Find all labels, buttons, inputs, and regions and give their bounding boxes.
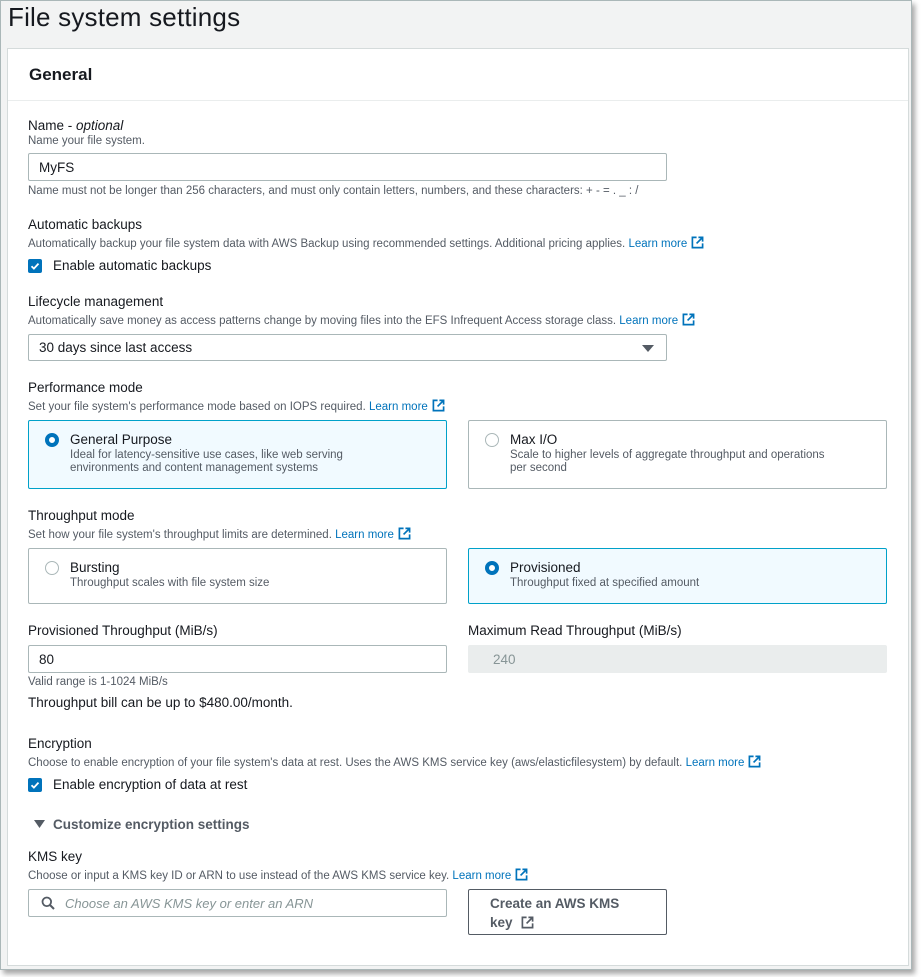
lifecycle-select-value: 30 days since last access xyxy=(39,340,193,355)
page-title: File system settings xyxy=(8,2,241,32)
encryption-learn-more-link[interactable]: Learn more xyxy=(686,757,762,769)
name-input-value: MyFS xyxy=(39,159,75,175)
general-purpose-description: Ideal for latency-sensitive use cases, like web serving environments and content management systems xyxy=(70,449,343,474)
name-input[interactable] xyxy=(28,153,667,181)
performance-option-general-purpose[interactable] xyxy=(28,420,447,489)
max-read-throughput-input xyxy=(468,645,887,673)
encryption-checkbox[interactable] xyxy=(28,778,42,792)
lifecycle-select[interactable] xyxy=(28,334,667,361)
bursting-radio[interactable] xyxy=(45,561,59,575)
search-icon xyxy=(41,896,55,910)
panel-header xyxy=(8,49,908,101)
external-link-icon xyxy=(515,868,528,881)
encryption-description: Choose to enable encryption of your file system's data at rest. Uses the AWS KMS service key (aws/elasticfilesystem) by default. Learn more xyxy=(28,755,761,769)
backups-checkbox-row[interactable] xyxy=(28,258,211,273)
encryption-label: Encryption xyxy=(28,736,92,751)
backups-checkbox-label: Enable automatic backups xyxy=(53,258,212,273)
general-purpose-title: General Purpose xyxy=(70,432,173,447)
check-icon xyxy=(30,780,40,790)
max-io-radio[interactable] xyxy=(485,433,499,447)
throughput-label: Throughput mode xyxy=(28,508,135,523)
lifecycle-label: Lifecycle management xyxy=(28,294,164,309)
external-link-icon xyxy=(432,399,445,412)
kms-key-placeholder: Choose an AWS KMS key or enter an ARN xyxy=(65,895,314,911)
external-link-icon xyxy=(748,755,761,768)
throughput-option-provisioned[interactable] xyxy=(468,548,887,604)
external-link-icon xyxy=(682,313,695,326)
provisioned-throughput-value: 80 xyxy=(39,651,55,667)
max-io-description: Scale to higher levels of aggregate throughput and operations per second xyxy=(510,449,825,474)
external-link-icon xyxy=(691,236,704,249)
customize-encryption-label: Customize encryption settings xyxy=(53,817,250,832)
backups-label: Automatic backups xyxy=(28,217,143,232)
encryption-checkbox-row[interactable] xyxy=(28,777,247,792)
general-panel xyxy=(7,48,909,966)
check-icon xyxy=(30,261,40,271)
max-io-title: Max I/O xyxy=(510,432,558,447)
kms-key-label: KMS key xyxy=(28,849,83,864)
throughput-learn-more-link[interactable]: Learn more xyxy=(335,529,411,541)
performance-description: Set your file system's performance mode based on IOPS required. Learn more xyxy=(28,399,445,413)
name-optional: optional xyxy=(76,118,124,133)
backups-learn-more-link[interactable]: Learn more xyxy=(628,238,704,250)
throughput-option-bursting[interactable] xyxy=(28,548,447,604)
lifecycle-learn-more-link[interactable]: Learn more xyxy=(619,315,695,327)
lifecycle-description: Automatically save money as access patterns change by moving files into the EFS Infrequent Access storage class. Learn more xyxy=(28,313,695,327)
create-kms-key-button[interactable]: Create an AWS KMS key xyxy=(468,889,667,935)
provisioned-throughput-label: Provisioned Throughput (MiB/s) xyxy=(28,623,218,638)
kms-learn-more-link[interactable]: Learn more xyxy=(452,870,528,882)
general-purpose-radio[interactable] xyxy=(45,433,59,447)
bursting-title: Bursting xyxy=(70,560,120,575)
provisioned-throughput-input[interactable] xyxy=(28,645,447,673)
backups-checkbox[interactable] xyxy=(28,259,42,273)
backups-description: Automatically backup your file system data with AWS Backup using recommended settings. Additional pricing applies. Learn more xyxy=(28,236,704,250)
max-read-throughput-label: Maximum Read Throughput (MiB/s) xyxy=(468,623,682,638)
caret-down-icon xyxy=(642,345,654,352)
customize-encryption-toggle[interactable] xyxy=(34,817,250,832)
caret-down-icon xyxy=(34,820,45,829)
performance-option-max-io[interactable] xyxy=(468,420,887,489)
name-label: Name - optional xyxy=(28,118,124,133)
name-description: Name your file system. xyxy=(28,135,145,147)
performance-learn-more-link[interactable]: Learn more xyxy=(369,401,445,413)
throughput-bill-text: Throughput bill can be up to $480.00/month. xyxy=(28,695,293,710)
provisioned-title: Provisioned xyxy=(510,560,581,575)
encryption-checkbox-label: Enable encryption of data at rest xyxy=(53,777,248,792)
throughput-description: Set how your file system's throughput limits are determined. Learn more xyxy=(28,527,411,541)
performance-label: Performance mode xyxy=(28,380,143,395)
external-link-icon xyxy=(398,527,411,540)
panel-title: General xyxy=(29,64,93,84)
bursting-description: Throughput scales with file system size xyxy=(70,577,270,589)
kms-key-search-input[interactable] xyxy=(28,889,447,917)
provisioned-radio[interactable] xyxy=(485,561,499,575)
provisioned-range-hint: Valid range is 1-1024 MiB/s xyxy=(28,676,168,688)
external-link-icon xyxy=(521,916,534,929)
provisioned-description: Throughput fixed at specified amount xyxy=(510,577,700,589)
kms-key-description: Choose or input a KMS key ID or ARN to use instead of the AWS KMS service key. Learn more xyxy=(28,868,528,882)
name-constraint: Name must not be longer than 256 characters, and must only contain letters, numbers, and these characters: + - = . _ : / xyxy=(28,185,639,197)
max-read-throughput-value: 240 xyxy=(493,651,516,667)
